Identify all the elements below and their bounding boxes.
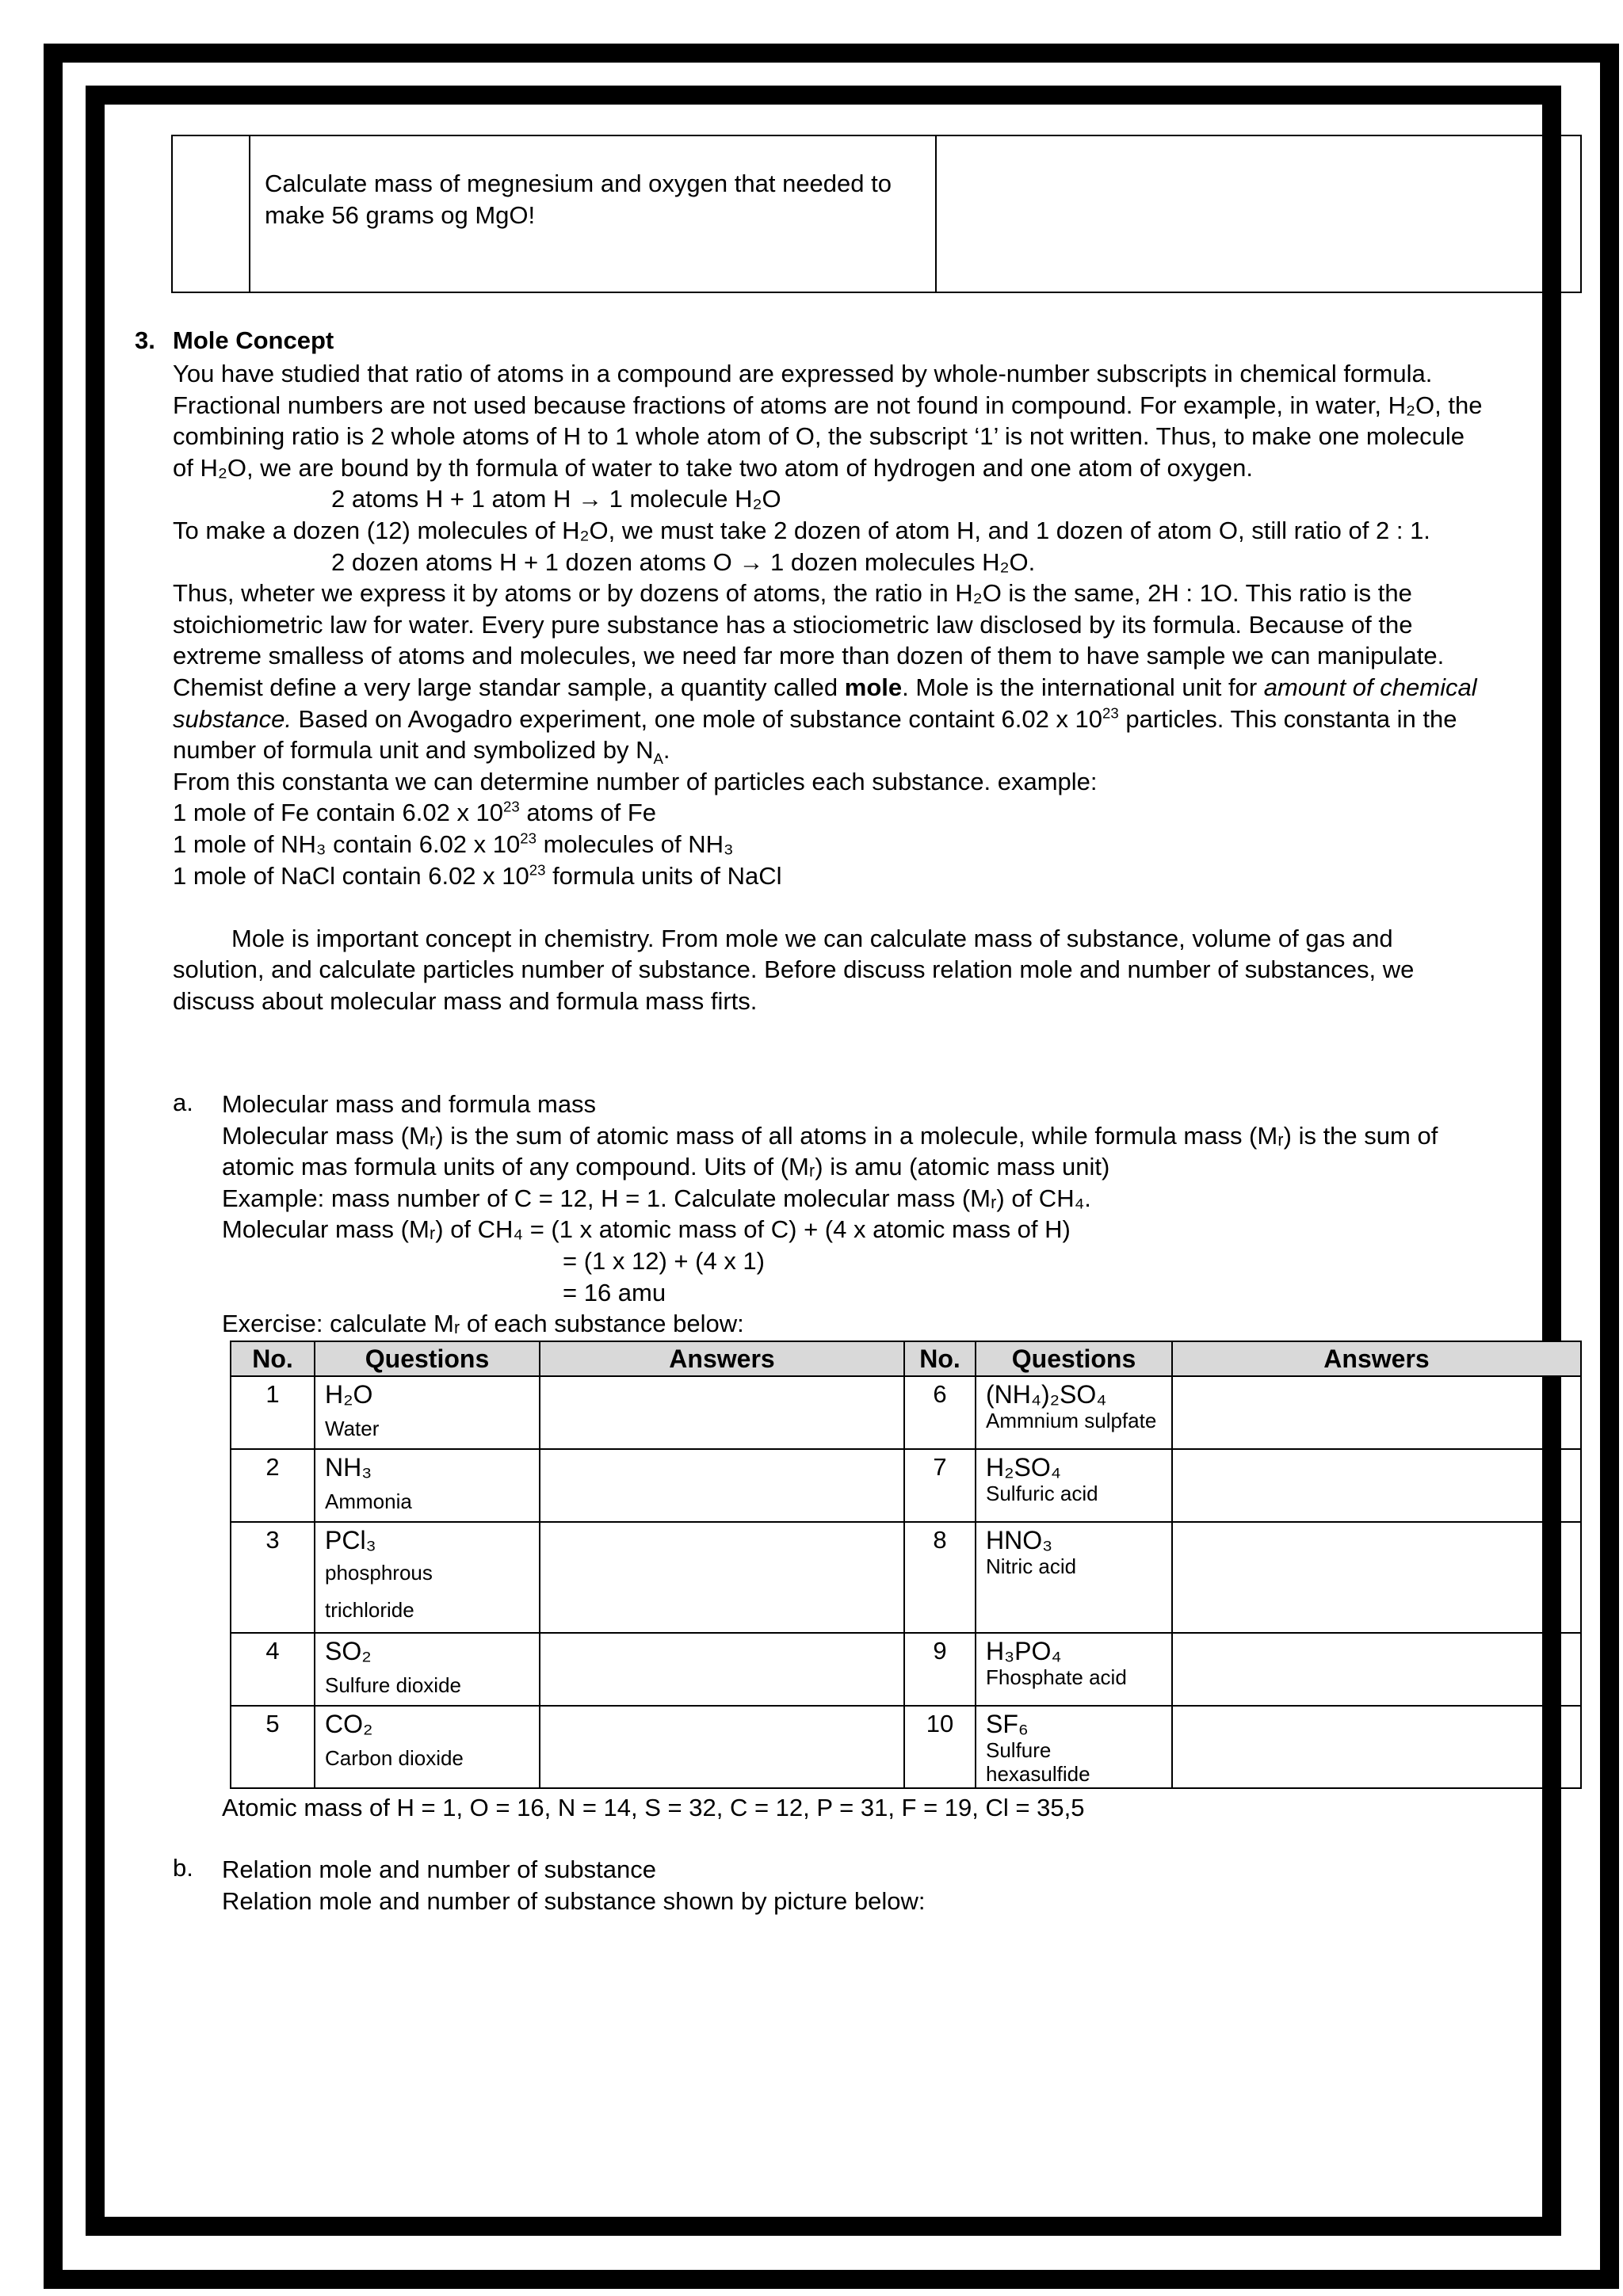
subsection-a-calc-2: = (1 x 12) + (4 x 1) — [563, 1246, 765, 1275]
table-row: 1 H₂O Water 6 (NH₄)₂SO₄ Ammnium sulpfate — [231, 1376, 1581, 1449]
header-questions-left: Questions — [315, 1341, 540, 1376]
example-nh3: 1 mole of NH₃ contain 6.02 x $10^{23}$ molecules of NH₃ — [173, 830, 734, 858]
top-question-table — [171, 135, 1582, 293]
subsection-b-label: b. — [173, 1854, 193, 1882]
table-row: 2 NH₃ Ammonia 7 H₂SO₄ Sulfuric acid — [231, 1449, 1581, 1522]
subsection-a-example: Example: mass number of C = 12, H = 1. Calculate molecular mass (Mᵣ) of CH₄. — [222, 1184, 1091, 1212]
paragraph-dozen: To make a dozen (12) molecules of H₂O, we must take 2 dozen of atom H, and 1 dozen of atom O, still ratio of 2 : 1. — [173, 516, 1430, 544]
answer-cell[interactable] — [1172, 1633, 1581, 1706]
equation-2: 2 dozen atoms H + 1 dozen atoms O → 1 dozen molecules H₂O. — [331, 547, 1036, 576]
answer-cell[interactable] — [1172, 1706, 1581, 1788]
subsection-a-calc-1: Molecular mass (Mᵣ) of CH₄ = (1 x atomic mass of C) + (4 x atomic mass of H) — [222, 1215, 1071, 1244]
header-questions-right: Questions — [976, 1341, 1172, 1376]
exercise-table-header — [231, 1341, 1581, 1376]
subsection-b-title: Relation mole and number of substance — [222, 1855, 656, 1883]
section-number: 3. — [135, 326, 155, 354]
subsection-a-title: Molecular mass and formula mass — [222, 1090, 597, 1118]
answer-cell[interactable] — [1172, 1376, 1581, 1449]
example-fe: 1 mole of Fe contain 6.02 x $10^{23}$ atoms of Fe — [173, 798, 657, 827]
answer-cell[interactable] — [540, 1633, 904, 1706]
subsection-a-exercise: Exercise: calculate Mᵣ of each substance below: — [222, 1310, 744, 1338]
top-table-question: Calculate mass of megnesium and oxygen that needed to make 56 grams og MgO! — [265, 170, 892, 229]
paragraph-intro: You have studied that ratio of atoms in a compound are expressed by whole-number subscripts in chemical formula. Fractional numbers are not used because fractions of atoms are not found in compound. For example, in water, H₂O, the combining ratio is 2 whole atoms of H to 1 whole atom of O, the subscript ‘1’ is not written. Thus, to make one molecule of H₂O, we are bound by th formula of water to take two atom of hydrogen and one atom of oxygen. — [173, 360, 1483, 482]
answer-cell[interactable] — [540, 1449, 904, 1522]
top-table-answer-cell — [936, 135, 1581, 292]
answer-cell[interactable] — [1172, 1449, 1581, 1522]
exercise-table — [230, 1341, 1582, 1789]
table-row: 3 PCl₃ phosphrous trichloride 8 HNO₃ Nitric acid — [231, 1522, 1581, 1633]
answer-cell[interactable] — [540, 1706, 904, 1788]
subsection-a — [222, 1089, 1506, 1340]
answer-cell[interactable] — [540, 1376, 904, 1449]
paragraph-mole-definition: Thus, wheter we express it by atoms or by dozens of atoms, the ratio in H₂O is the same, 2H : 1O. This ratio is the stoichiometric law for water. Every pure substance has a stiociometric law disclosed by its formula. Because of the extreme smalless of atoms and molecules, we need far more than dozen of them to have sample we can manipulate. Chemist define a very large standar sample, a quantity called mole. Mole is the international unit for amount of chemical substance. Based on Avogadro experiment, one mole of substance containt 6.02 x $10^{23}$ particles. This constanta in the number of formula unit and symbolized by $N_A$. — [173, 579, 1477, 768]
paragraph-mole-importance: Mole is important concept in chemistry. From mole we can calculate mass of substance, volume of gas and solution, and calculate particles number of substance. Before discuss relation mole and number of substances, we discuss about molecular mass and formula mass firts. — [173, 924, 1415, 1015]
section-title: Mole Concept — [173, 326, 334, 354]
table-row: 4 SO₂ Sulfure dioxide 9 H₃PO₄ Fhosphate acid — [231, 1633, 1581, 1706]
subsection-a-calc-3: = 16 amu — [563, 1278, 666, 1306]
section-body — [173, 358, 1484, 1016]
header-answers-right: Answers — [1172, 1341, 1581, 1376]
paragraph-examples-intro: From this constanta we can determine number of particles each substance. example: — [173, 767, 1098, 795]
header-no-right: No. — [904, 1341, 976, 1376]
header-no-left: No. — [231, 1341, 315, 1376]
subsection-a-label: a. — [173, 1089, 193, 1116]
answer-cell[interactable] — [540, 1522, 904, 1633]
table-row: 5 CO₂ Carbon dioxide 10 SF₆ Sulfure hexasulfide — [231, 1706, 1581, 1788]
subsection-a-definition: Molecular mass (Mᵣ) is the sum of atomic mass of all atoms in a molecule, while formula mass (Mᵣ) is the sum of atomic mas formula units of any compound. Uits of (Mᵣ) is amu (atomic mass unit) — [222, 1121, 1438, 1181]
top-table-question-cell — [250, 135, 936, 292]
top-table-number-cell — [172, 135, 250, 292]
atomic-mass-note: Atomic mass of H = 1, O = 16, N = 14, S = 32, C = 12, P = 31, F = 19, Cl = 35,5 — [222, 1794, 1085, 1821]
example-nacl: 1 mole of NaCl contain 6.02 x $10^{23}$ formula units of NaCl — [173, 861, 782, 890]
header-answers-left: Answers — [540, 1341, 904, 1376]
subsection-b — [222, 1854, 1506, 1917]
equation-1: 2 atoms H + 1 atom H → 1 molecule H₂O — [331, 485, 781, 513]
subsection-b-text: Relation mole and number of substance shown by picture below: — [222, 1886, 926, 1915]
answer-cell[interactable] — [1172, 1522, 1581, 1633]
